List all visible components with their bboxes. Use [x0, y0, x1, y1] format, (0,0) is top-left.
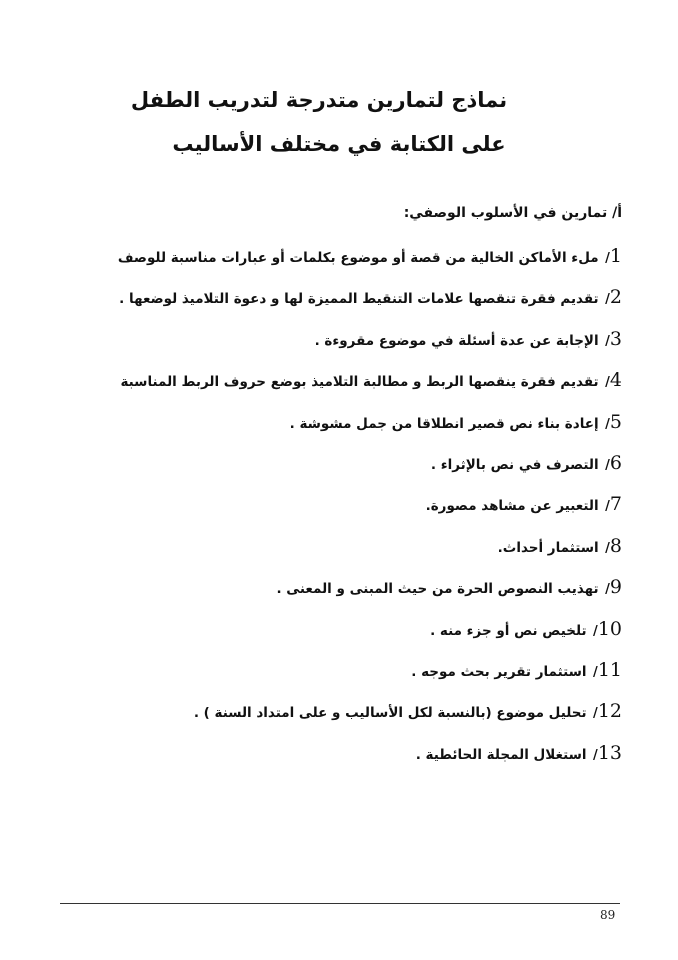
list-item [22, 571, 622, 612]
item-text: تقديم فقرة ينقصها الربط و مطالبة التلاميذ بوضع حروف الربط المناسبة [120, 374, 599, 391]
item-number: 13 [597, 741, 622, 764]
list-item [22, 364, 622, 405]
list-item [22, 530, 622, 571]
item-text: الإجابة عن عدة أسئلة في موضوع مقروءة . [314, 332, 599, 349]
list-item [22, 488, 622, 529]
title-block [0, 78, 678, 166]
item-number: 5 [609, 410, 622, 433]
item-number: 1 [609, 245, 622, 267]
list-item [22, 240, 622, 281]
item-separator: / [600, 416, 610, 432]
list-item [22, 281, 622, 322]
item-number: 12 [597, 700, 622, 723]
item-separator: / [600, 333, 610, 349]
page-subtitle: على الكتابة في مختلف الأساليب [172, 132, 506, 156]
list-item [22, 323, 622, 364]
item-separator: / [600, 457, 610, 473]
item-text: تلخيص نص أو جزء منه . [430, 622, 587, 639]
item-separator: / [600, 499, 610, 515]
item-separator: / [588, 747, 598, 763]
item-separator: / [600, 375, 610, 391]
page-title: نماذج لتمارين متدرجة لتدريب الطفل [130, 88, 508, 112]
item-number: 7 [609, 493, 622, 516]
item-number: 9 [609, 576, 622, 599]
item-text: استثمار أحداث. [497, 539, 599, 556]
item-number: 2 [609, 286, 622, 309]
item-number: 4 [609, 369, 622, 392]
item-separator: / [588, 664, 598, 680]
item-text: ملء الأماكن الخالية من قصة أو موضوع بكلمات أو عبارات مناسبة للوصف [117, 250, 599, 266]
page-number: 89 [600, 908, 616, 922]
item-separator: / [588, 623, 598, 639]
footer-divider [60, 903, 620, 904]
list-item [22, 654, 622, 695]
item-number: 11 [597, 658, 622, 681]
item-text: التعبير عن مشاهد مصورة. [425, 498, 599, 515]
item-text: استثمار تقرير بحث موجه . [411, 663, 587, 680]
item-separator: / [600, 540, 610, 556]
exercise-list [22, 240, 622, 778]
item-separator: / [600, 251, 610, 266]
item-text: تقديم فقرة تنقصها علامات التنقيط المميزة لها و دعوة التلاميذ لوضعها . [119, 291, 599, 308]
list-item [22, 737, 622, 778]
item-separator: / [600, 292, 610, 308]
list-item [22, 447, 622, 488]
item-text: التصرف في نص بالإثراء . [430, 456, 599, 473]
item-text: إعادة بناء نص قصير انطلاقا من جمل مشوشة . [289, 415, 599, 432]
item-text: تحليل موضوع (بالنسبة لكل الأساليب و على امتداد السنة ) . [193, 705, 587, 722]
list-item [22, 613, 622, 654]
item-text: استغلال المجلة الحائطية . [415, 746, 587, 763]
item-separator: / [588, 706, 598, 722]
item-number: 8 [609, 534, 622, 557]
list-item [22, 406, 622, 447]
item-text: تهذيب النصوص الحرة من حيث المبنى و المعنى . [276, 581, 599, 598]
item-number: 3 [609, 327, 622, 350]
list-item [22, 695, 622, 736]
section-heading: أ/ تمارين في الأسلوب الوصفي: [403, 205, 622, 221]
item-number: 6 [609, 451, 622, 474]
item-number: 10 [597, 617, 622, 640]
item-separator: / [600, 582, 610, 598]
